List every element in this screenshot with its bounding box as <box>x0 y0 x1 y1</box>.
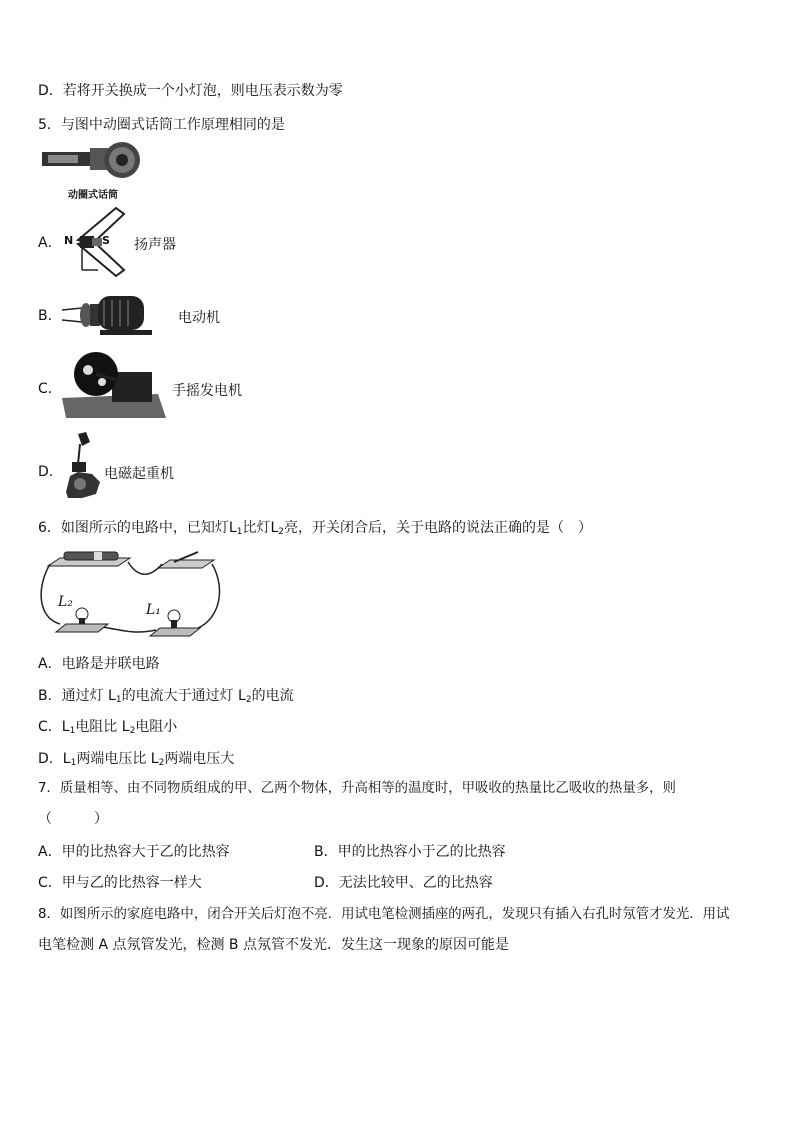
microphone-caption: 动圈式话筒 <box>68 190 118 201</box>
speaker-figure <box>58 200 130 284</box>
q6-b-mid: 的电流大于通过灯 L <box>121 688 246 704</box>
q5-option-c-letter: C． <box>38 381 62 397</box>
crane-figure <box>64 432 104 502</box>
fig-label-l2: L₂ <box>58 594 73 610</box>
prev-option-d: D．若将开关换成一个小灯泡，则电压表示数为零 <box>38 83 343 99</box>
magnet-s-label: S <box>102 234 110 247</box>
q5-option-c-text: 手摇发电机 <box>172 383 242 399</box>
q7-option-c: C．甲与乙的比热容一样大 <box>38 875 202 891</box>
q6-b-post: 的电流 <box>251 688 294 704</box>
q6-b-pre: B．通过灯 L <box>38 688 116 704</box>
q6-l1: L <box>228 520 237 536</box>
q8-line1: 8．如图所示的家庭电路中，闭合开关后灯泡不亮．用试电笔检测插座的两孔，发现只有插入右孔时氖管才发光．用试 <box>38 907 730 922</box>
q6-option-b <box>38 687 294 709</box>
q6-l2: L <box>270 520 279 536</box>
q5-option-d-letter: D． <box>38 464 63 480</box>
q6-stem-pre: 6．如图所示的电路中，已知灯 <box>38 520 229 536</box>
q6-d-sub1: 1 <box>70 758 77 768</box>
q5-option-d-text: 电磁起重机 <box>104 466 174 482</box>
q6-option-d <box>38 750 234 772</box>
q6-c-pre: C．L <box>38 719 70 735</box>
q6-stem-post: 亮，开关闭合后，关于电路的说法正确的是（ ） <box>284 520 593 536</box>
q5-option-b-letter: B． <box>38 308 62 324</box>
q7-option-a: A．甲的比热容大于乙的比热容 <box>38 844 230 860</box>
q6-d-post: 两端电压大 <box>164 751 235 767</box>
q6-b-sub2: 2 <box>245 695 252 705</box>
q7-stem: 7．质量相等、由不同物质组成的甲、乙两个物体，升高相等的温度时，甲吸收的热量比乙吸收的热量多，则 <box>38 781 676 796</box>
q5-stem: 5．与图中动圈式话筒工作原理相同的是 <box>38 117 285 133</box>
q5-option-b-text: 电动机 <box>178 310 220 326</box>
q7-option-b: B．甲的比热容小于乙的比热容 <box>314 844 506 860</box>
q6-c-post: 电阻小 <box>135 719 178 735</box>
q6-stem <box>38 519 592 541</box>
q6-option-a: A．电路是并联电路 <box>38 656 160 672</box>
q6-d-pre: D．L <box>38 751 71 767</box>
fig-label-l1: L₁ <box>146 602 161 618</box>
q6-b-sub1: 1 <box>115 695 122 705</box>
q6-c-sub2: 2 <box>129 726 136 736</box>
q6-c-mid: 电阻比 L <box>75 719 130 735</box>
q6-l1-sub: 1 <box>236 527 243 537</box>
q6-d-mid: 两端电压比 L <box>76 751 159 767</box>
generator-figure <box>62 352 170 418</box>
motor-figure <box>60 294 156 336</box>
q6-c-sub1: 1 <box>69 726 76 736</box>
q7-paren: （ ） <box>38 811 108 827</box>
q6-d-sub2: 2 <box>158 758 165 768</box>
microphone-figure <box>40 140 150 204</box>
q7-option-d: D．无法比较甲、乙的比热容 <box>314 875 493 891</box>
q8-line2: 电笔检测 A 点氖管发光，检测 B 点氖管不发光．发生这一现象的原因可能是 <box>38 937 509 953</box>
q5-option-a-letter: A． <box>38 235 62 251</box>
q5-option-a-text: 扬声器 <box>134 237 176 253</box>
q6-l2-sub: 2 <box>278 527 285 537</box>
q6-stem-mid: 比灯 <box>242 520 271 536</box>
circuit-figure <box>38 548 228 640</box>
q6-option-c <box>38 718 177 740</box>
magnet-n-label: N <box>64 234 74 247</box>
